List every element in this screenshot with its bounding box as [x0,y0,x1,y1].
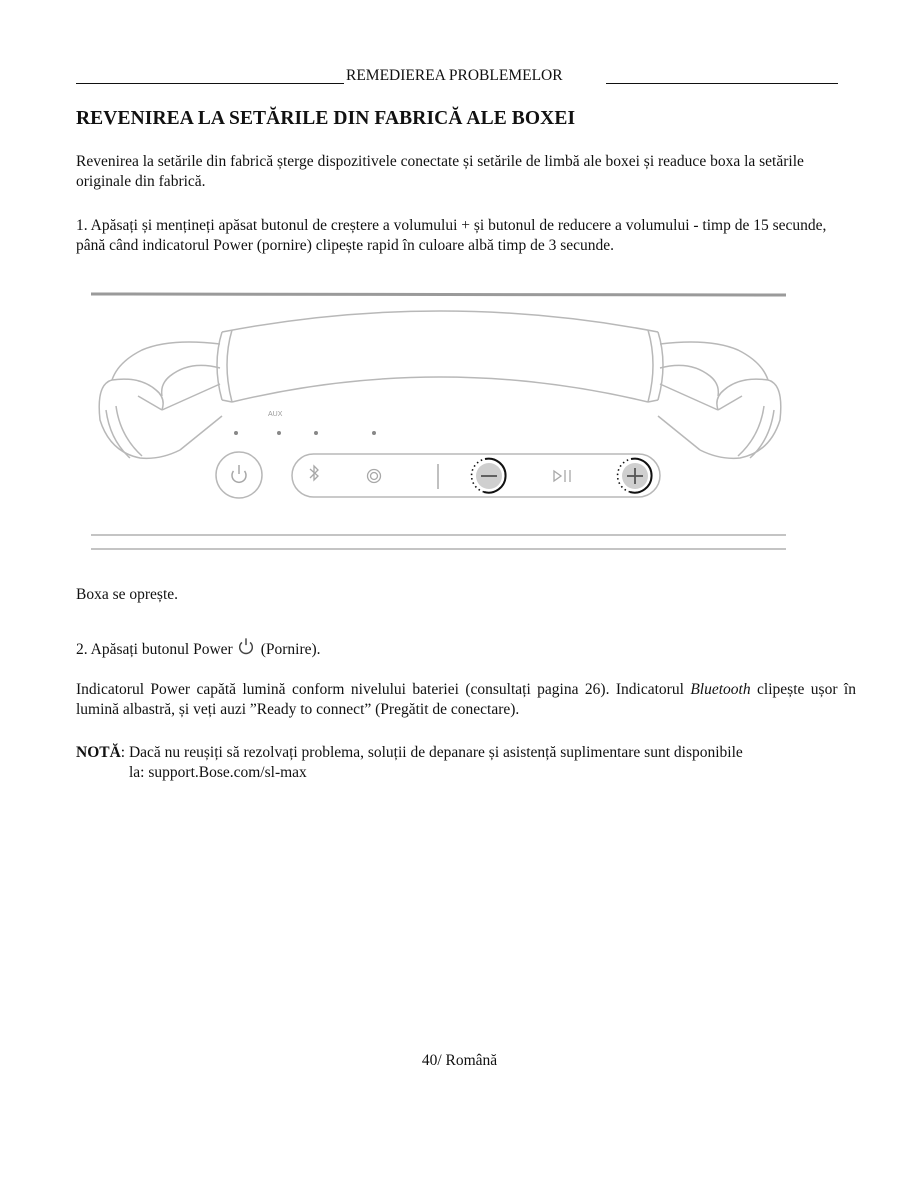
step-2-suffix: (Pornire). [260,641,321,658]
power-button[interactable] [216,452,262,498]
note-text: : Dacă nu reușiți să rezolvați problema, soluții de depanare și asistență suplimentare sunt disponibile [120,744,743,761]
support-link[interactable]: support.Bose.com/sl-max [148,764,307,781]
step-2-text: 2. Apăsați butonul Power [76,641,233,658]
note-link-line [76,763,856,783]
indicator-text-1: Indicatorul Power capătă lumină conform nivelului bateriei (consultați pagina 26). Indicatorul [76,681,691,698]
step-2 [76,637,856,660]
speaker-illustration [80,280,800,560]
step-1: 1. Apăsați și mențineți apăsat butonul de creștere a volumului + și butonul de reducere a volumului - timp de 15 secunde, până când indicatorul Power (pornire) clipește rapid în culoare albă timp de 3 secunde. [76,217,827,254]
handle [99,311,781,458]
page-footer: 40/ Română [421,1052,498,1069]
section-title: REMEDIEREA PROBLEMELOR [346,67,563,84]
control-panel [292,454,660,497]
aux-label: AUX [268,411,283,418]
note [76,743,856,783]
intro-paragraph: Revenirea la setările din fabrică șterge dispozitivele conectate și setările de limbă ale boxei și readuce boxa la setările originale din fabrică. [76,153,804,190]
indicator-dots [234,431,376,435]
power-icon [237,637,255,655]
running-header [76,66,838,88]
indicator-text-2: clipește ușor în lumină albastră, și veți auzi ”Ready to connect” (Pregătit de conectare). [76,681,856,718]
result-off: Boxa se oprește. [76,586,179,603]
speaker-top-edge [91,294,786,295]
header-rule-right [606,83,838,84]
page-title: REVENIREA LA SETĂRILE DIN FABRICĂ ALE BOXEI [76,108,576,129]
header-rule-left [76,83,344,84]
note-label: NOTĂ [76,744,121,761]
note-link-prefix: la: [129,764,149,781]
indicator-paragraph [76,680,856,720]
bluetooth-term: Bluetooth [690,681,751,698]
